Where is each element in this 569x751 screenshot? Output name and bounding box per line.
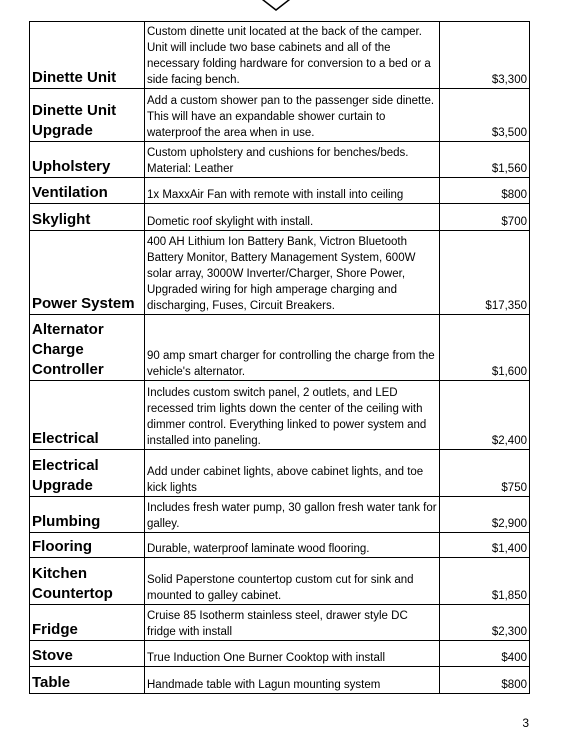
- item-description: Custom upholstery and cushions for benches/beds. Material: Leather: [145, 142, 440, 178]
- item-name: Table: [30, 667, 145, 694]
- item-price: $800: [440, 178, 530, 204]
- item-name: Kitchen Countertop: [30, 558, 145, 605]
- item-name: Electrical: [30, 381, 145, 450]
- item-price: $1,850: [440, 558, 530, 605]
- item-name: Upholstery: [30, 142, 145, 178]
- item-description: Solid Paperstone countertop custom cut for sink and mounted to galley cabinet.: [145, 558, 440, 605]
- table-row: [30, 533, 530, 558]
- item-description: Includes fresh water pump, 30 gallon fresh water tank for galley.: [145, 497, 440, 533]
- item-price: $1,400: [440, 533, 530, 558]
- table-row: [30, 381, 530, 450]
- item-price: $800: [440, 667, 530, 694]
- item-name: Skylight: [30, 204, 145, 231]
- table-row: [30, 605, 530, 641]
- table-row: [30, 204, 530, 231]
- item-price: $750: [440, 450, 530, 497]
- item-description: Add a custom shower pan to the passenger side dinette. This will have an expandable shower curtain to waterproof the area when in use.: [145, 89, 440, 142]
- item-description: Custom dinette unit located at the back of the camper. Unit will include two base cabinets and all of the necessary folding hardware for conversion to a bed or a side facing bench.: [145, 22, 440, 89]
- item-price: $1,560: [440, 142, 530, 178]
- item-description: Add under cabinet lights, above cabinet lights, and toe kick lights: [145, 450, 440, 497]
- item-name: Flooring: [30, 533, 145, 558]
- table-row: [30, 497, 530, 533]
- item-description: Handmade table with Lagun mounting system: [145, 667, 440, 694]
- item-name: Alternator Charge Controller: [30, 315, 145, 381]
- item-price: $2,300: [440, 605, 530, 641]
- item-name: Plumbing: [30, 497, 145, 533]
- item-description: Dometic roof skylight with install.: [145, 204, 440, 231]
- item-name: Power System: [30, 231, 145, 315]
- item-price: $700: [440, 204, 530, 231]
- item-price: $2,900: [440, 497, 530, 533]
- price-table: [29, 21, 530, 694]
- item-name: Fridge: [30, 605, 145, 641]
- item-name: Ventilation: [30, 178, 145, 204]
- item-name: Stove: [30, 641, 145, 667]
- table-row: [30, 142, 530, 178]
- table-row: [30, 641, 530, 667]
- item-description: Durable, waterproof laminate wood flooring.: [145, 533, 440, 558]
- table-row: [30, 89, 530, 142]
- item-price: $1,600: [440, 315, 530, 381]
- item-description: 1x MaxxAir Fan with remote with install into ceiling: [145, 178, 440, 204]
- item-description: Cruise 85 Isotherm stainless steel, drawer style DC fridge with install: [145, 605, 440, 641]
- page-number: 3: [522, 716, 529, 730]
- table-row: [30, 22, 530, 89]
- item-description: 90 amp smart charger for controlling the charge from the vehicle's alternator.: [145, 315, 440, 381]
- table-row: [30, 315, 530, 381]
- item-price: $400: [440, 641, 530, 667]
- item-price: $3,300: [440, 22, 530, 89]
- item-price: $3,500: [440, 89, 530, 142]
- table-row: [30, 450, 530, 497]
- item-description: 400 AH Lithium Ion Battery Bank, Victron Bluetooth Battery Monitor, Battery Management System, 600W solar array, 3000W Inverter/Charger, Shore Power, Upgraded wiring for high amperage charging and discharging, Fuses, Circuit Breakers.: [145, 231, 440, 315]
- item-name: Dinette Unit Upgrade: [30, 89, 145, 142]
- table-row: [30, 667, 530, 694]
- item-description: Includes custom switch panel, 2 outlets, and LED recessed trim lights down the center of the ceiling with dimmer control. Everything linked to power system and installed into paneling.: [145, 381, 440, 450]
- item-name: Electrical Upgrade: [30, 450, 145, 497]
- item-name: Dinette Unit: [30, 22, 145, 89]
- table-row: [30, 558, 530, 605]
- item-price: $2,400: [440, 381, 530, 450]
- item-description: True Induction One Burner Cooktop with install: [145, 641, 440, 667]
- item-price: $17,350: [440, 231, 530, 315]
- table-row: [30, 231, 530, 315]
- table-row: [30, 178, 530, 204]
- header-logo-icon: [256, 0, 296, 14]
